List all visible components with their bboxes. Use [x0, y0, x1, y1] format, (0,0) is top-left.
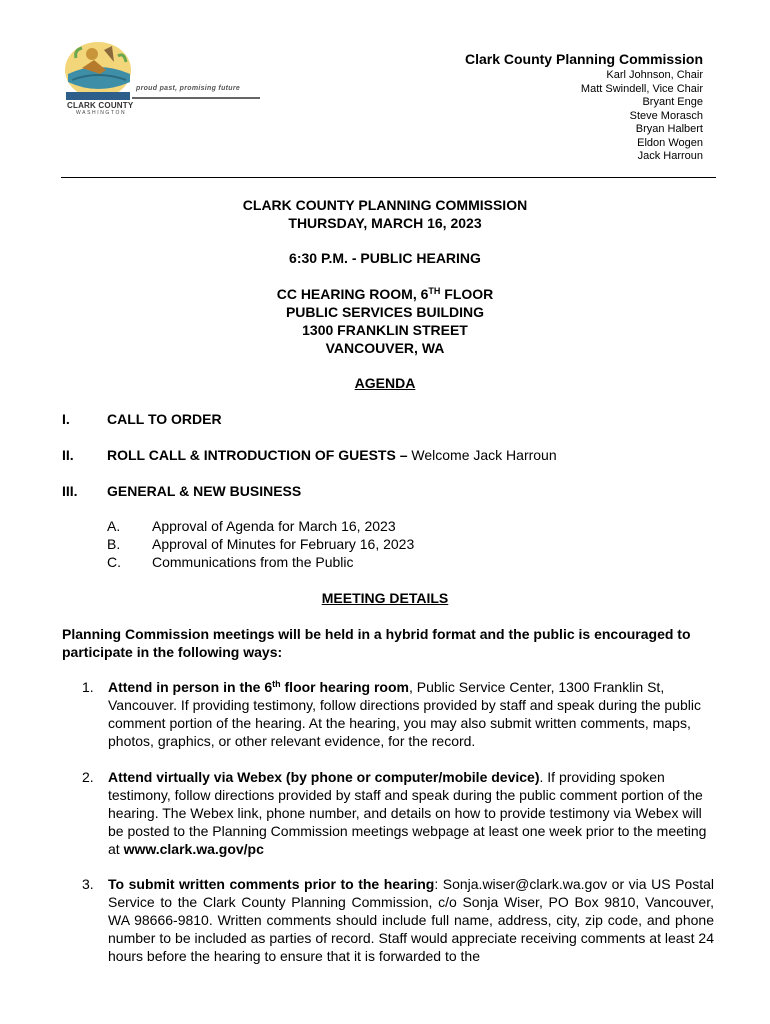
- header-divider: [61, 177, 716, 178]
- logo-tagline: proud past, promising future: [136, 85, 241, 92]
- subitem-text: Communications from the Public: [152, 554, 354, 570]
- agenda-item-label: GENERAL & NEW BUSINESS: [107, 483, 302, 499]
- participation-number: 2.: [82, 769, 94, 785]
- participation-title: Attend in person in the 6th floor hearing room: [108, 679, 409, 695]
- meeting-city: VANCOUVER, WA: [325, 340, 445, 356]
- logo-emblem-icon: [62, 40, 134, 102]
- member-name: Bryant Enge: [642, 96, 703, 108]
- participation-item: [82, 875, 714, 965]
- subitem-text: Approval of Agenda for March 16, 2023: [152, 518, 396, 534]
- participation-text: , Public Service Center, 1300 Franklin St, Vancouver. If providing testimony, follow directions provided by staff and speak during the public comment portion of the hearing. At the hearing, you may also submit written comments, maps, photos, graphics, or other relevant evidence, for the record.: [108, 679, 702, 749]
- participation-item: [82, 768, 714, 858]
- participation-item: [82, 678, 714, 750]
- subitem-letter: C.: [107, 554, 121, 570]
- participation-title: Attend virtually via Webex (by phone or computer/mobile device): [108, 769, 540, 785]
- participation-number: 1.: [82, 679, 94, 695]
- details-intro: Planning Commission meetings will be held in a hybrid format and the public is encouraged to participate in the following ways:: [62, 626, 691, 660]
- agenda-item-note: Welcome Jack Harroun: [407, 447, 557, 463]
- commission-title: Clark County Planning Commission: [464, 51, 703, 67]
- webpage-link[interactable]: www.clark.wa.gov/pc: [123, 841, 264, 857]
- meeting-time: 6:30 P.M. - PUBLIC HEARING: [289, 250, 481, 266]
- subitem-letter: B.: [107, 536, 121, 552]
- logo-name: CLARK COUNTY: [67, 101, 134, 110]
- member-name: Jack Harroun: [637, 150, 703, 162]
- agenda-item-label: ROLL CALL & INTRODUCTION OF GUESTS –: [107, 447, 408, 463]
- logo-divider: [132, 97, 260, 99]
- agenda-heading: AGENDA: [354, 375, 416, 391]
- subitem-letter: A.: [107, 518, 121, 534]
- member-name: Eldon Wogen: [637, 136, 703, 149]
- member-name: Bryan Halbert: [635, 123, 703, 135]
- logo-state: WASHINGTON: [76, 110, 127, 116]
- member-name: Karl Johnson, Chair: [606, 69, 703, 81]
- participation-number: 3.: [82, 876, 94, 892]
- participation-title: To submit written comments prior to the hearing: [108, 876, 435, 892]
- meeting-street: 1300 FRANKLIN STREET: [302, 322, 468, 338]
- clark-county-logo: [62, 40, 262, 118]
- subitem-text: Approval of Minutes for February 16, 2023: [152, 536, 415, 552]
- participation-text: . If providing spoken testimony, follow directions provided by staff and speak during the public comment portion of the hearing. The Webex link, phone number, and details on how to provide testimony via Webex will be posted to the Planning Commission meetings webpage at least one week prior to the meeting at: [108, 769, 707, 857]
- meeting-title: CLARK COUNTY PLANNING COMMISSION: [242, 197, 528, 213]
- participation-text: : Sonja.wiser@clark.wa.gov or via US Postal Service to the Clark County Planning Commission, c/o Sonja Wiser, PO Box 9810, Vancouver, WA 98666-9810. Written comments should include full name, address, city, zip code, and phone number to be included as parties of record. Staff would appreciate receiving comments at least 24 hours before the hearing to ensure that it is forwarded to the: [108, 876, 714, 964]
- agenda-item-number: III.: [62, 483, 78, 499]
- meeting-building: PUBLIC SERVICES BUILDING: [285, 304, 485, 320]
- agenda-item-number: I.: [62, 411, 70, 427]
- meeting-room: CC HEARING ROOM, 6TH FLOOR: [276, 286, 494, 302]
- commission-members-block: [465, 50, 703, 164]
- meeting-date: THURSDAY, MARCH 16, 2023: [288, 215, 482, 231]
- agenda-item-number: II.: [62, 447, 74, 463]
- meeting-details-heading: MEETING DETAILS: [321, 590, 449, 606]
- member-name: Steve Morasch: [629, 109, 703, 122]
- agenda-item-label: CALL TO ORDER: [107, 411, 222, 427]
- member-name: Matt Swindell, Vice Chair: [580, 82, 703, 95]
